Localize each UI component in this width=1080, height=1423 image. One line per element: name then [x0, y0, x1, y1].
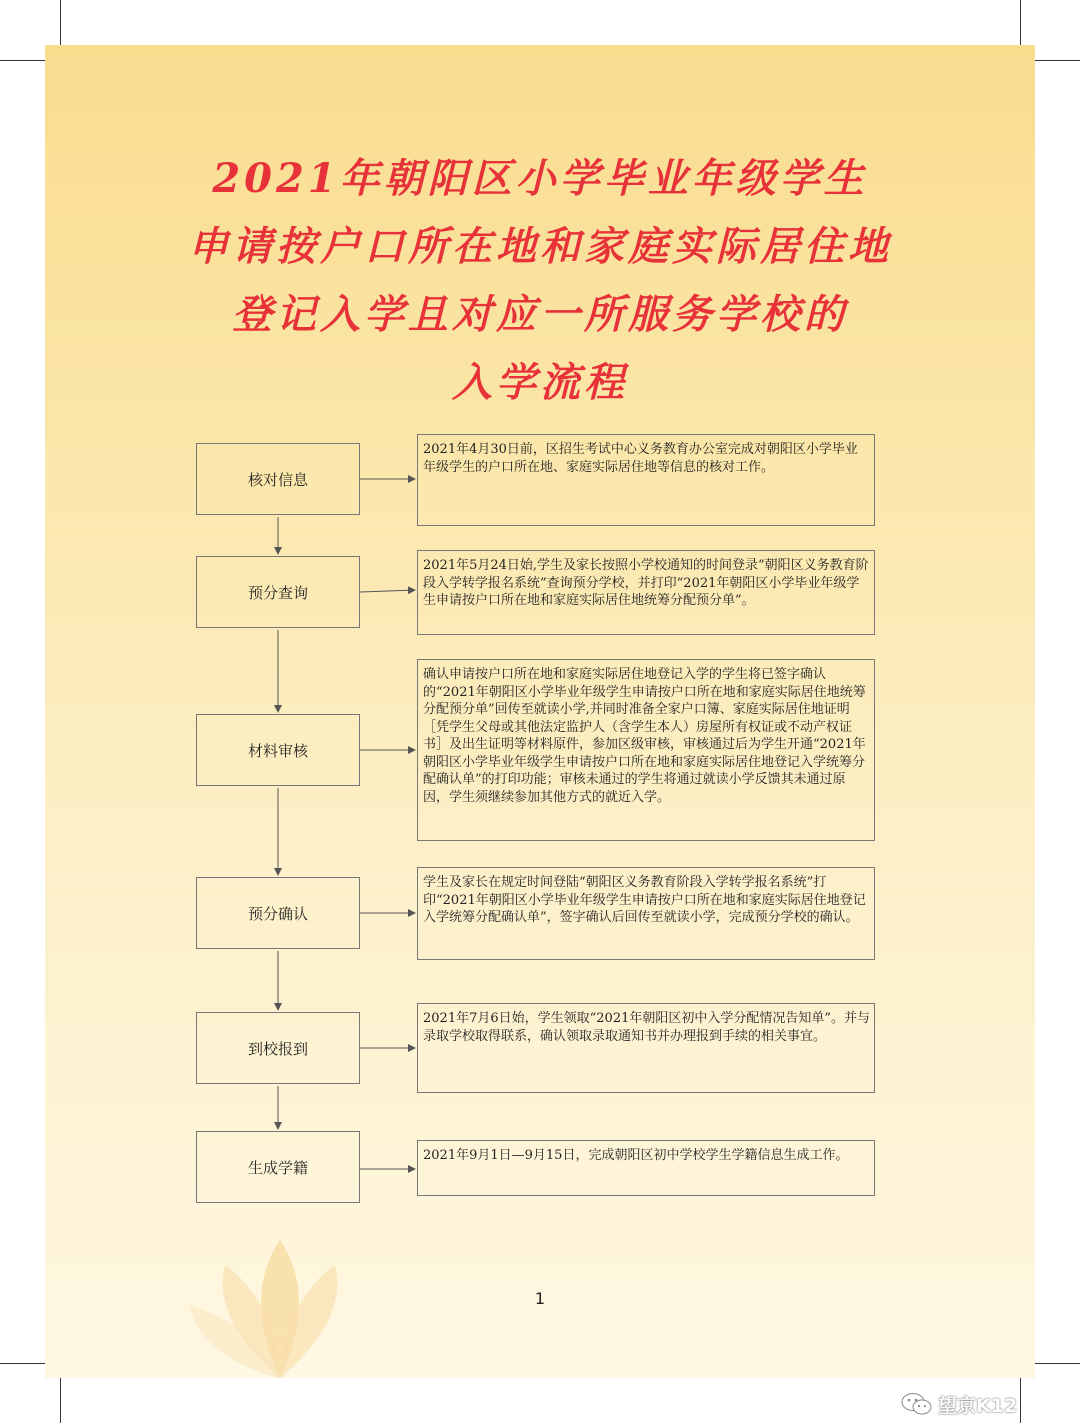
step-box-confirm: 预分确认 — [196, 877, 360, 949]
crop-mark — [0, 60, 45, 61]
step-box-prequery: 预分查询 — [196, 556, 360, 628]
step-desc-prequery: 2021年5月24日始,学生及家长按照小学校通知的时间登录“朝阳区义务教育阶段入学转学报名系统”查询预分学校，并打印“2021年朝阳区小学毕业年级学生申请按户口所在地和家庭实际居住地统筹分配预分单”。 — [417, 550, 875, 635]
watermark — [900, 1392, 1017, 1416]
step-desc-verify: 2021年4月30日前，区招生考试中心义务教育办公室完成对朝阳区小学毕业年级学生的户口所在地、家庭实际居住地等信息的核对工作。 — [417, 434, 875, 526]
step-box-review: 材料审核 — [196, 714, 360, 786]
wechat-icon — [900, 1392, 934, 1416]
title-line-4: 入学流程 — [452, 359, 628, 406]
step-box-verify: 核对信息 — [196, 443, 360, 515]
step-desc-report: 2021年7月6日始，学生领取“2021年朝阳区初中入学分配情况告知单”。并与录取学校取得联系，确认领取录取通知书并办理报到手续的相关事宜。 — [417, 1003, 875, 1093]
step-desc-enroll: 2021年9月1日—9月15日，完成朝阳区初中学校学生学籍信息生成工作。 — [417, 1140, 875, 1196]
title-line-3: 登记入学且对应一所服务学校的 — [232, 291, 848, 338]
watermark-text: 望京K12 — [938, 1394, 1018, 1417]
step-desc-confirm: 学生及家长在规定时间登陆“朝阳区义务教育阶段入学转学报名系统”打印“2021年朝阳区小学毕业年级学生申请按户口所在地和家庭实际居住地登记入学统筹分配确认单”，签字确认后回传至就读小学，完成预分学校的确认。 — [417, 867, 875, 960]
title-line-2: 申请按户口所在地和家庭实际居住地 — [188, 223, 892, 270]
title-line-1: 2021年朝阳区小学毕业年级学生 — [212, 155, 868, 202]
page-number: 1 — [534, 1289, 546, 1308]
crop-mark — [1035, 1363, 1080, 1364]
step-box-enroll: 生成学籍 — [196, 1131, 360, 1203]
step-box-report: 到校报到 — [196, 1012, 360, 1084]
flyer-page — [45, 45, 1035, 1378]
crop-mark — [1020, 0, 1021, 45]
arrow-right — [360, 590, 415, 592]
crop-mark — [60, 0, 61, 45]
crop-mark — [1020, 1378, 1021, 1423]
step-desc-review: 确认申请按户口所在地和家庭实际居住地登记入学的学生将已签字确认的“2021年朝阳区小学毕业年级学生申请按户口所在地和家庭实际居住地统筹分配预分单”回传至就读小学,并同时准备全家户口簿、家庭实际居住地证明［凭学生父母或其他法定监护人（含学生本人）房屋所有权证或不动产权证书］及出生证明等材料原件，参加区级审核，审核通过后为学生开通“2021年朝阳区小学毕业年级学生申请按户口所在地和家庭实际居住地登记入学统筹分配确认单”的打印功能；审核未通过的学生将通过就读小学反馈其未通过原因，学生须继续参加其他方式的就近入学。 — [417, 659, 875, 841]
crop-mark — [1035, 60, 1080, 61]
crop-mark — [60, 1378, 61, 1423]
crop-mark — [0, 1363, 45, 1364]
